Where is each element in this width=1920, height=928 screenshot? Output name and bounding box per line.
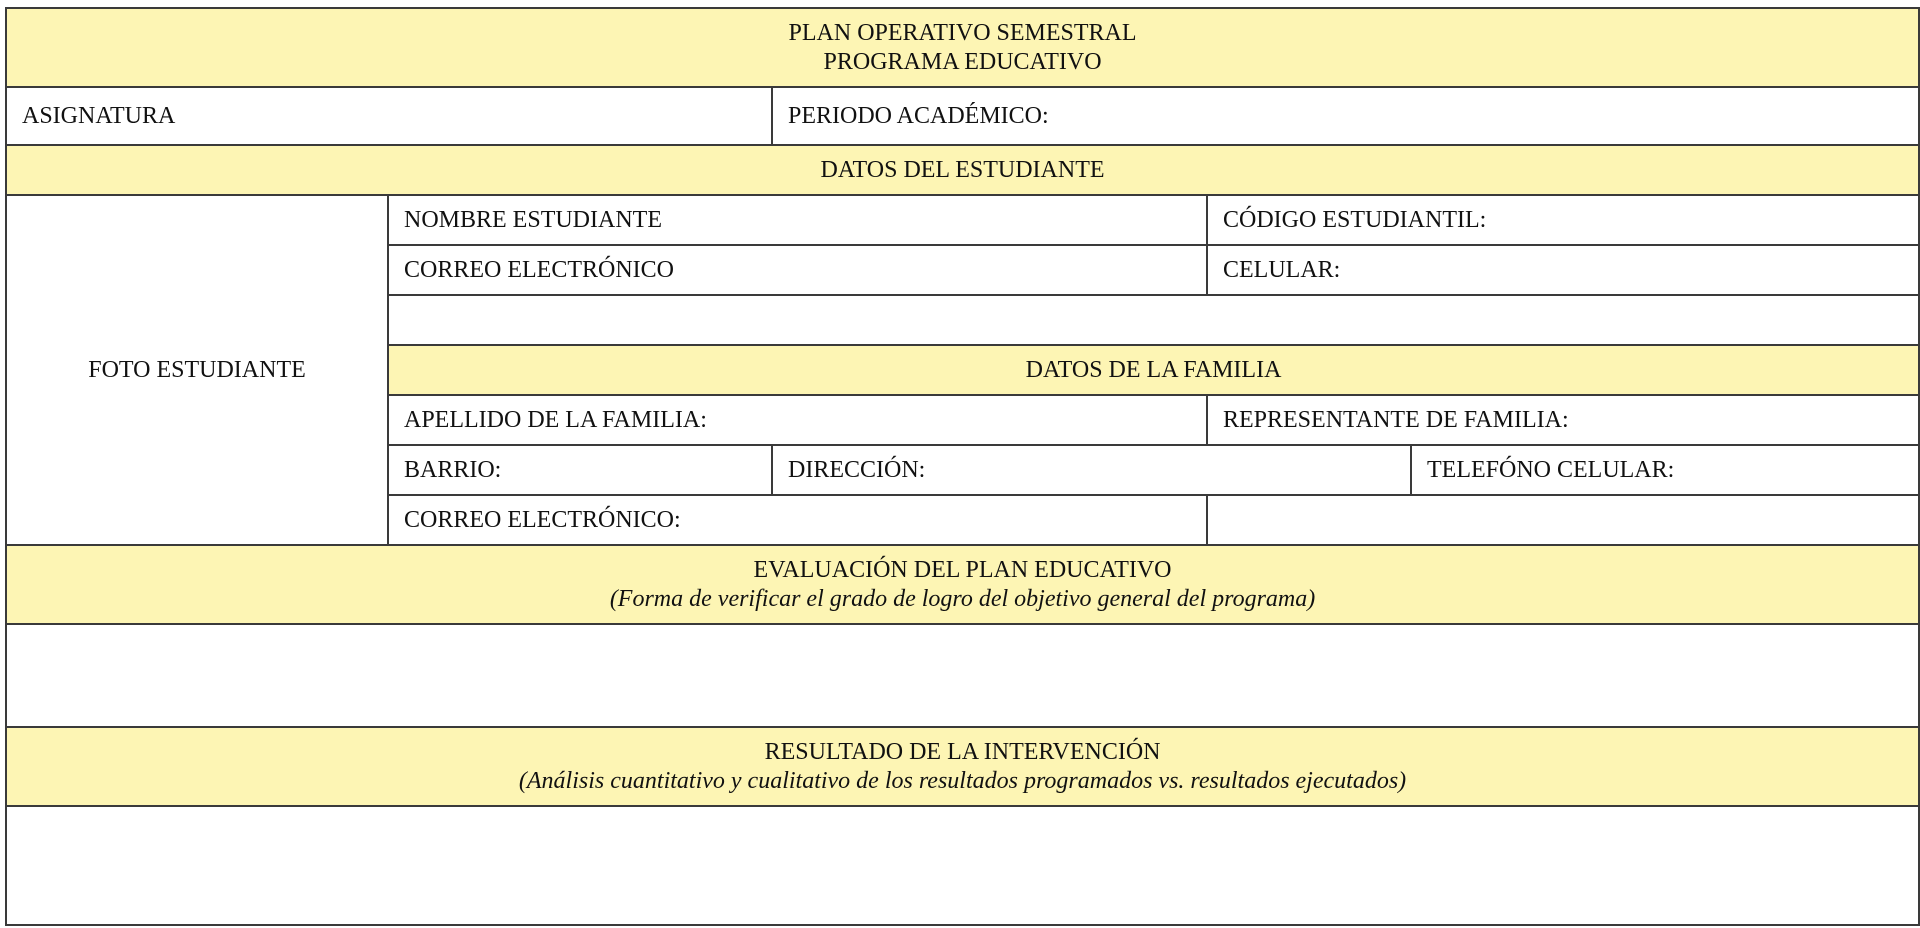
evaluation-title	[6, 545, 1919, 624]
family-surname-field[interactable]	[388, 395, 1207, 445]
student-photo-label: FOTO ESTUDIANTE	[88, 356, 306, 383]
student-code-label: CÓDIGO ESTUDIANTIL:	[1223, 206, 1487, 233]
subject-label: ASIGNATURA	[22, 102, 176, 129]
family-section-title: DATOS DE LA FAMILIA	[388, 345, 1919, 395]
family-surname-label: APELLIDO DE LA FAMILIA:	[404, 406, 707, 433]
student-name-label: NOMBRE ESTUDIANTE	[404, 206, 662, 233]
family-address-field[interactable]	[772, 445, 1411, 495]
subject-field[interactable]	[6, 87, 772, 145]
family-neighborhood-field[interactable]	[388, 445, 772, 495]
family-cell-field[interactable]	[1411, 445, 1919, 495]
result-subtitle: (Análisis cuantitativo y cualitativo de los resultados programados vs. resultados ejecutados)	[518, 767, 1407, 794]
student-phone-field[interactable]	[1207, 245, 1919, 295]
evaluation-subtitle: (Forma de verificar el grado de logro del objetivo general del programa)	[609, 585, 1316, 612]
form-title-line2: PROGRAMA EDUCATIVO	[823, 48, 1102, 75]
student-photo-box[interactable]	[6, 195, 388, 545]
form-title	[6, 8, 1919, 87]
student-phone-label: CELULAR:	[1223, 256, 1341, 283]
evaluation-textarea[interactable]	[6, 624, 1919, 727]
result-header-row	[6, 727, 1919, 806]
family-email-label: CORREO ELECTRÓNICO:	[404, 506, 681, 533]
evaluation-header-row	[6, 545, 1919, 624]
family-cell-label: TELEFÓNO CELULAR:	[1427, 456, 1675, 483]
result-body-row	[6, 806, 1919, 925]
family-email-field[interactable]	[388, 495, 1207, 545]
family-representative-label: REPRESENTANTE DE FAMILIA:	[1223, 406, 1569, 433]
family-address-label: DIRECCIÓN:	[788, 456, 926, 483]
result-title-text: RESULTADO DE LA INTERVENCIÓN	[764, 738, 1161, 765]
period-field[interactable]	[772, 87, 1919, 145]
student-email-field[interactable]	[388, 245, 1207, 295]
student-blank-field[interactable]	[388, 295, 1919, 345]
course-row	[6, 87, 1919, 145]
student-name-row	[6, 195, 1919, 245]
form-title-line1: PLAN OPERATIVO SEMESTRAL	[788, 19, 1137, 46]
student-code-field[interactable]	[1207, 195, 1919, 245]
student-section-title: DATOS DEL ESTUDIANTE	[6, 145, 1919, 195]
student-section-row	[6, 145, 1919, 195]
form-sheet	[5, 7, 1920, 926]
evaluation-title-text: EVALUACIÓN DEL PLAN EDUCATIVO	[753, 556, 1172, 583]
student-email-label: CORREO ELECTRÓNICO	[404, 256, 674, 283]
family-representative-field[interactable]	[1207, 395, 1919, 445]
period-label: PERIODO ACADÉMICO:	[788, 102, 1049, 129]
family-email-value-field[interactable]	[1207, 495, 1919, 545]
student-name-field[interactable]	[388, 195, 1207, 245]
result-textarea[interactable]	[6, 806, 1919, 925]
evaluation-body-row	[6, 624, 1919, 727]
result-title	[6, 727, 1919, 806]
family-neighborhood-label: BARRIO:	[404, 456, 502, 483]
plan-form-table	[5, 7, 1920, 926]
title-row	[6, 8, 1919, 87]
